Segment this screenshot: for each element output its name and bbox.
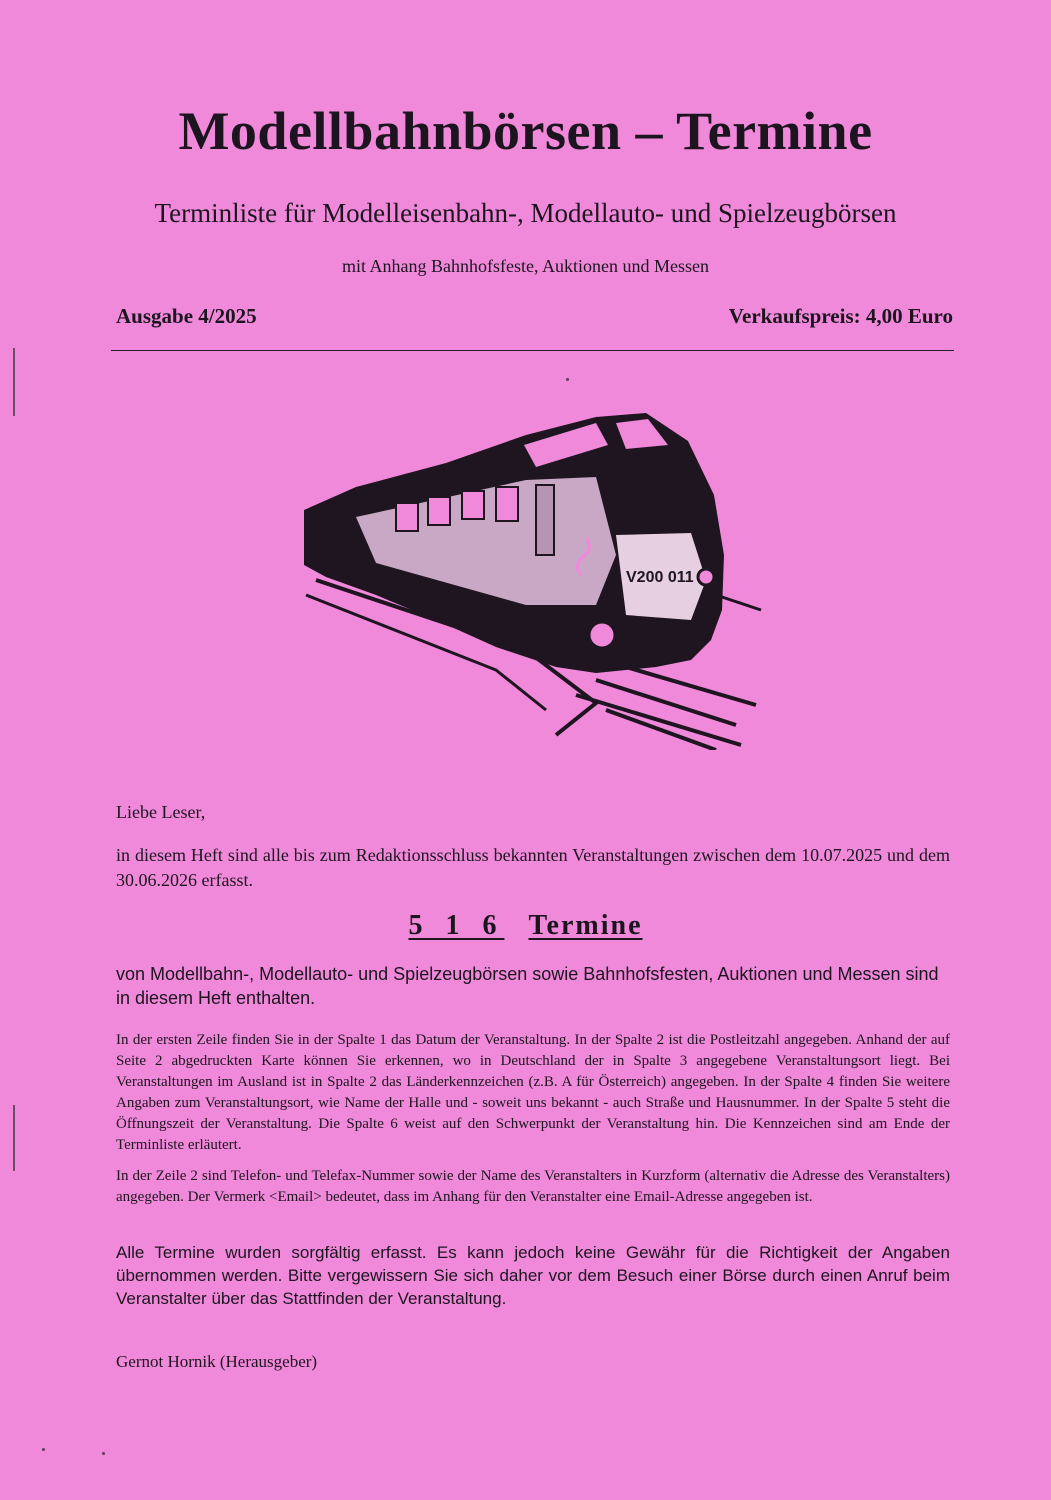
explanation-paragraph-contacts: In der Zeile 2 sind Telefon- und Telefax-Nummer sowie der Name des Veranstalters in Kurzform (alternativ die Adresse des Veranstalters) angegeben. Der Vermerk <Email> bedeutet, dass im Anhang für den Veranstalter eine Email-Adresse angegeben ist. — [116, 1168, 950, 1205]
header-divider — [111, 350, 954, 351]
event-count-number: 5 1 6 — [408, 910, 505, 941]
speck — [42, 1448, 45, 1451]
page-subtitle: Terminliste für Modelleisenbahn-, Modellauto- und Spielzeugbörsen — [154, 198, 897, 228]
diesel-locomotive-icon — [296, 405, 766, 750]
staple-mark-bottom — [13, 1105, 15, 1171]
issue-number: Ausgabe 4/2025 — [116, 304, 257, 328]
speck — [102, 1452, 105, 1455]
sale-price: Verkaufspreis: 4,00 Euro — [728, 304, 953, 328]
letter-intro: in diesem Heft sind alle bis zum Redaktionsschluss bekannten Veranstaltungen zwischen dem 10.07.2025 und dem 30.06.2026 erfasst. — [116, 845, 950, 890]
letter-contents-summary: von Modellbahn-, Modellauto- und Spielzeugbörsen sowie Bahnhofsfesten, Auktionen und Messen sind in diesem Heft enthalten. — [116, 964, 939, 1008]
page-title: Modellbahnbörsen – Termine — [178, 101, 873, 161]
publisher-signature: Gernot Hornik (Herausgeber) — [116, 1352, 318, 1371]
page-subsubtitle: mit Anhang Bahnhofsfeste, Auktionen und Messen — [342, 256, 709, 276]
event-count-word: Termine — [528, 910, 643, 941]
letter-greeting: Liebe Leser, — [116, 802, 206, 822]
disclaimer-paragraph: Alle Termine wurden sorgfältig erfasst. Es kann jedoch keine Gewähr für die Richtigkeit der Angaben übernommen werden. Bitte vergewissern Sie sich daher vor dem Besuch einer Börse durch einen Anruf beim Veranstalter über das Stattfinden der Veranstaltung. — [116, 1243, 950, 1308]
event-count-heading — [0, 910, 1051, 942]
explanation-paragraph-columns: In der ersten Zeile finden Sie in der Spalte 1 das Datum der Veranstaltung. In der Spalte 2 ist die Postleitzahl angegeben. Anhand der auf Seite 2 abgedruckten Karte können Sie erkennen, wo in Deutschland der in Spalte 3 angegebene Veranstaltungsort liegt. Bei Veranstaltungen im Ausland ist in Spalte 2 das Länderkennzeichen (z.B. A für Österreich) angegeben. In der Spalte 4 finden Sie weitere Angaben zum Veranstaltungsort, wie Name der Halle und - soweit uns bekannt - auch Straße und Hausnummer. In der Spalte 5 steht die Öffnungszeit der Veranstaltung. Die Spalte 6 weist auf den Schwerpunkt der Veranstaltung hin. Die Kennzeichen sind am Ende der Terminliste erläutert. — [116, 1032, 950, 1153]
staple-mark-top — [13, 348, 15, 416]
speck — [566, 378, 569, 381]
locomotive-number: V200 011 — [626, 569, 694, 586]
